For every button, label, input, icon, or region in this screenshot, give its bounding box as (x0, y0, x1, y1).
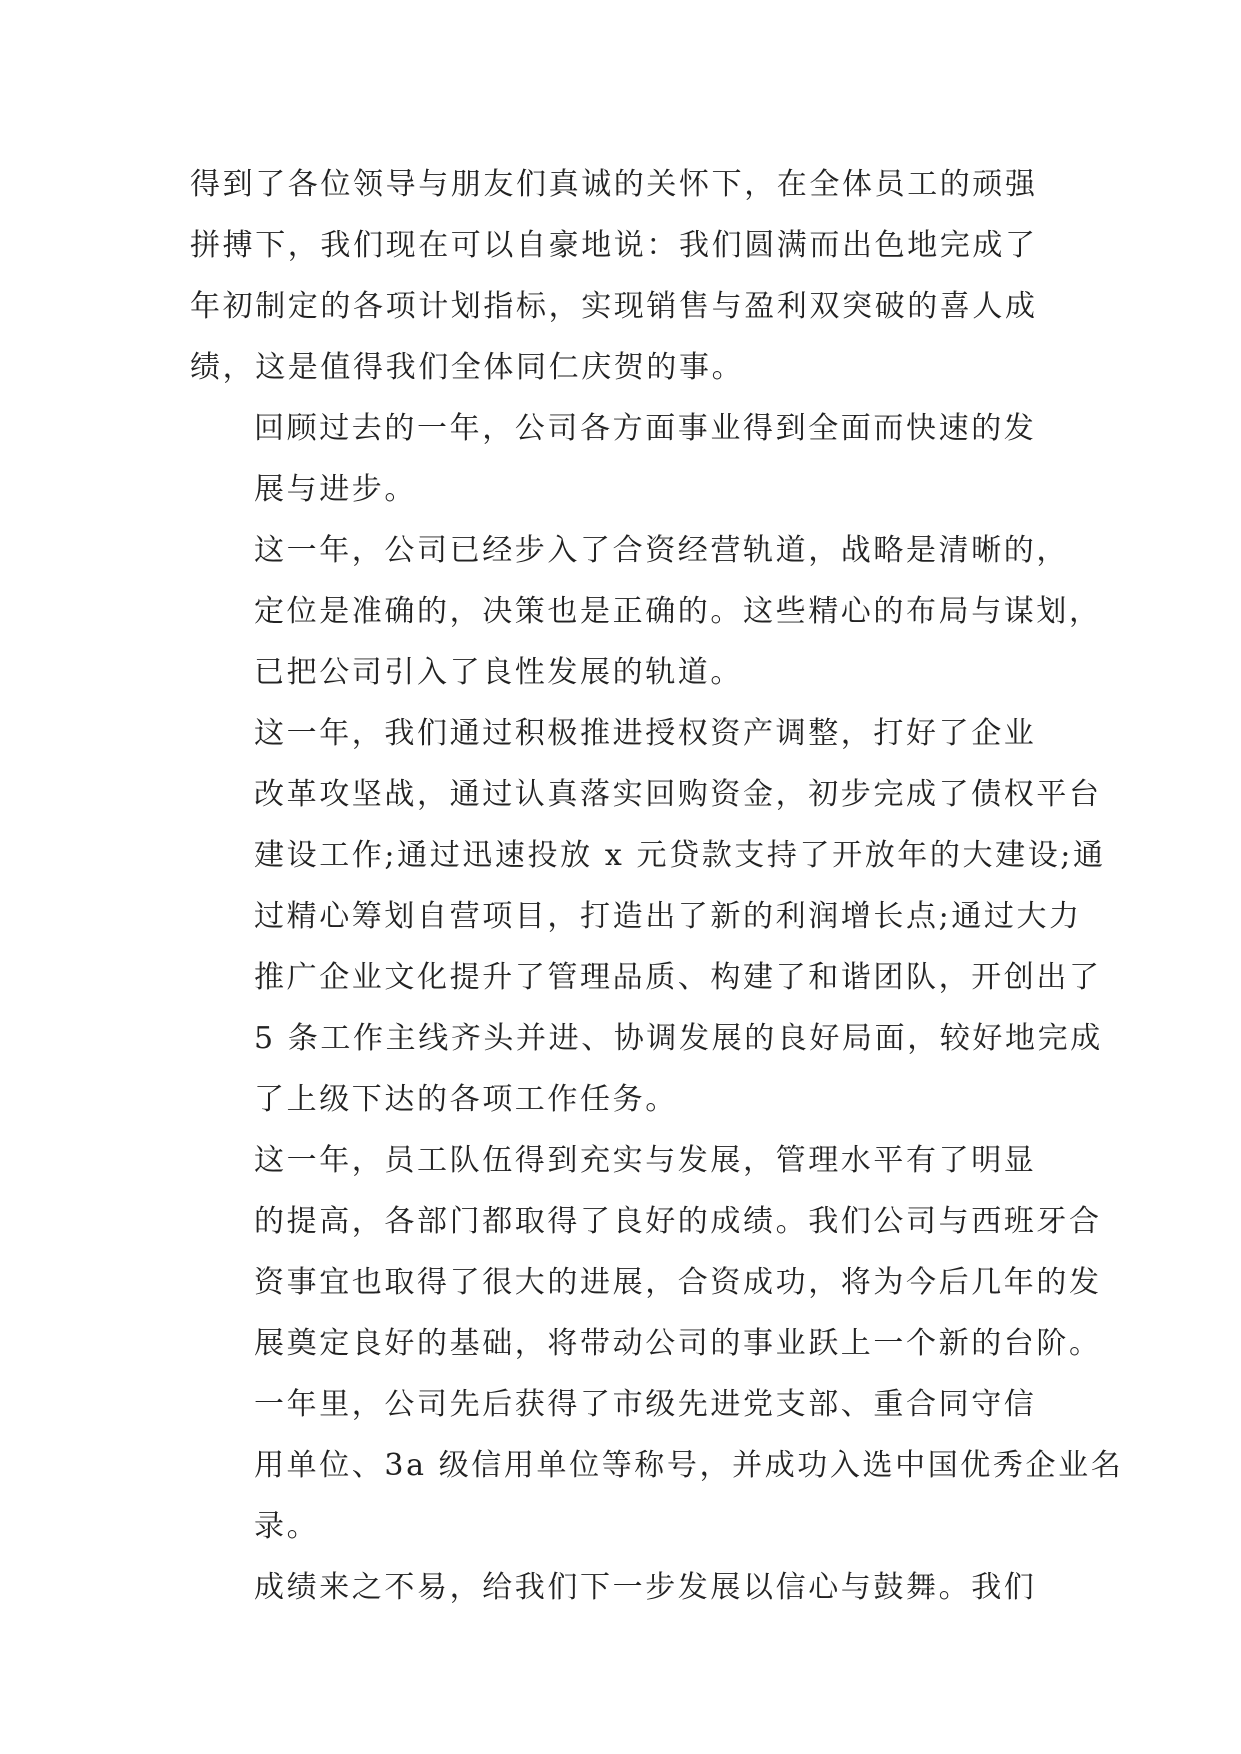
text-line: 了上级下达的各项工作任务。 (254, 1082, 678, 1117)
text-line: 用单位、3a 级信用单位等称号，并成功入选中国优秀企业名 (254, 1448, 1124, 1483)
paragraph (190, 520, 1102, 703)
text-line: 这一年，我们通过积极推进授权资产调整，打好了企业 (254, 716, 1037, 751)
text-line: 绩，这是值得我们全体同仁庆贺的事。 (190, 350, 745, 385)
document-body (190, 154, 1124, 1618)
paragraph (190, 703, 1106, 1130)
text-line: 定位是准确的，决策也是正确的。这些精心的布局与谋划， (254, 594, 1102, 629)
text-line: 这一年，员工队伍得到充实与发展，管理水平有了明显 (254, 1143, 1037, 1178)
text-line: 成绩来之不易，给我们下一步发展以信心与鼓舞。我们 (254, 1570, 1037, 1605)
text-line: 过精心筹划自营项目，打造出了新的利润增长点;通过大力 (254, 899, 1082, 934)
text-line: 展奠定良好的基础，将带动公司的事业跃上一个新的台阶。 (254, 1326, 1102, 1361)
text-line: 回顾过去的一年，公司各方面事业得到全面而快速的发 (254, 411, 1037, 446)
paragraph (190, 398, 1060, 520)
text-line: 已把公司引入了良性发展的轨道。 (254, 655, 743, 690)
paragraph (190, 1130, 1102, 1374)
text-line: 年初制定的各项计划指标，实现销售与盈利双突破的喜人成 (190, 289, 1038, 324)
text-line: 拼搏下，我们现在可以自豪地说：我们圆满而出色地完成了 (190, 228, 1038, 263)
text-line: 推广企业文化提升了管理品质、构建了和谐团队，开创出了 (254, 960, 1102, 995)
text-line: 这一年，公司已经步入了合资经营轨道，战略是清晰的， (254, 533, 1069, 568)
text-line: 的提高，各部门都取得了良好的成绩。我们公司与西班牙合 (254, 1204, 1102, 1239)
text-line: 一年里，公司先后获得了市级先进党支部、重合同守信 (254, 1387, 1037, 1422)
text-line: 建设工作;通过迅速投放 x 元贷款支持了开放年的大建设;通 (254, 838, 1106, 873)
text-line: 资事宜也取得了很大的进展，合资成功，将为今后几年的发 (254, 1265, 1102, 1300)
text-line: 展与进步。 (254, 472, 417, 507)
paragraph (190, 154, 1060, 398)
paragraph (190, 1374, 1124, 1557)
paragraph (190, 1557, 1060, 1618)
text-line: 得到了各位领导与朋友们真诚的关怀下，在全体员工的顽强 (190, 167, 1038, 202)
text-line: 改革攻坚战，通过认真落实回购资金，初步完成了债权平台 (254, 777, 1102, 812)
text-line: 5 条工作主线齐头并进、协调发展的良好局面，较好地完成 (254, 1021, 1103, 1056)
text-line: 录。 (254, 1509, 320, 1544)
